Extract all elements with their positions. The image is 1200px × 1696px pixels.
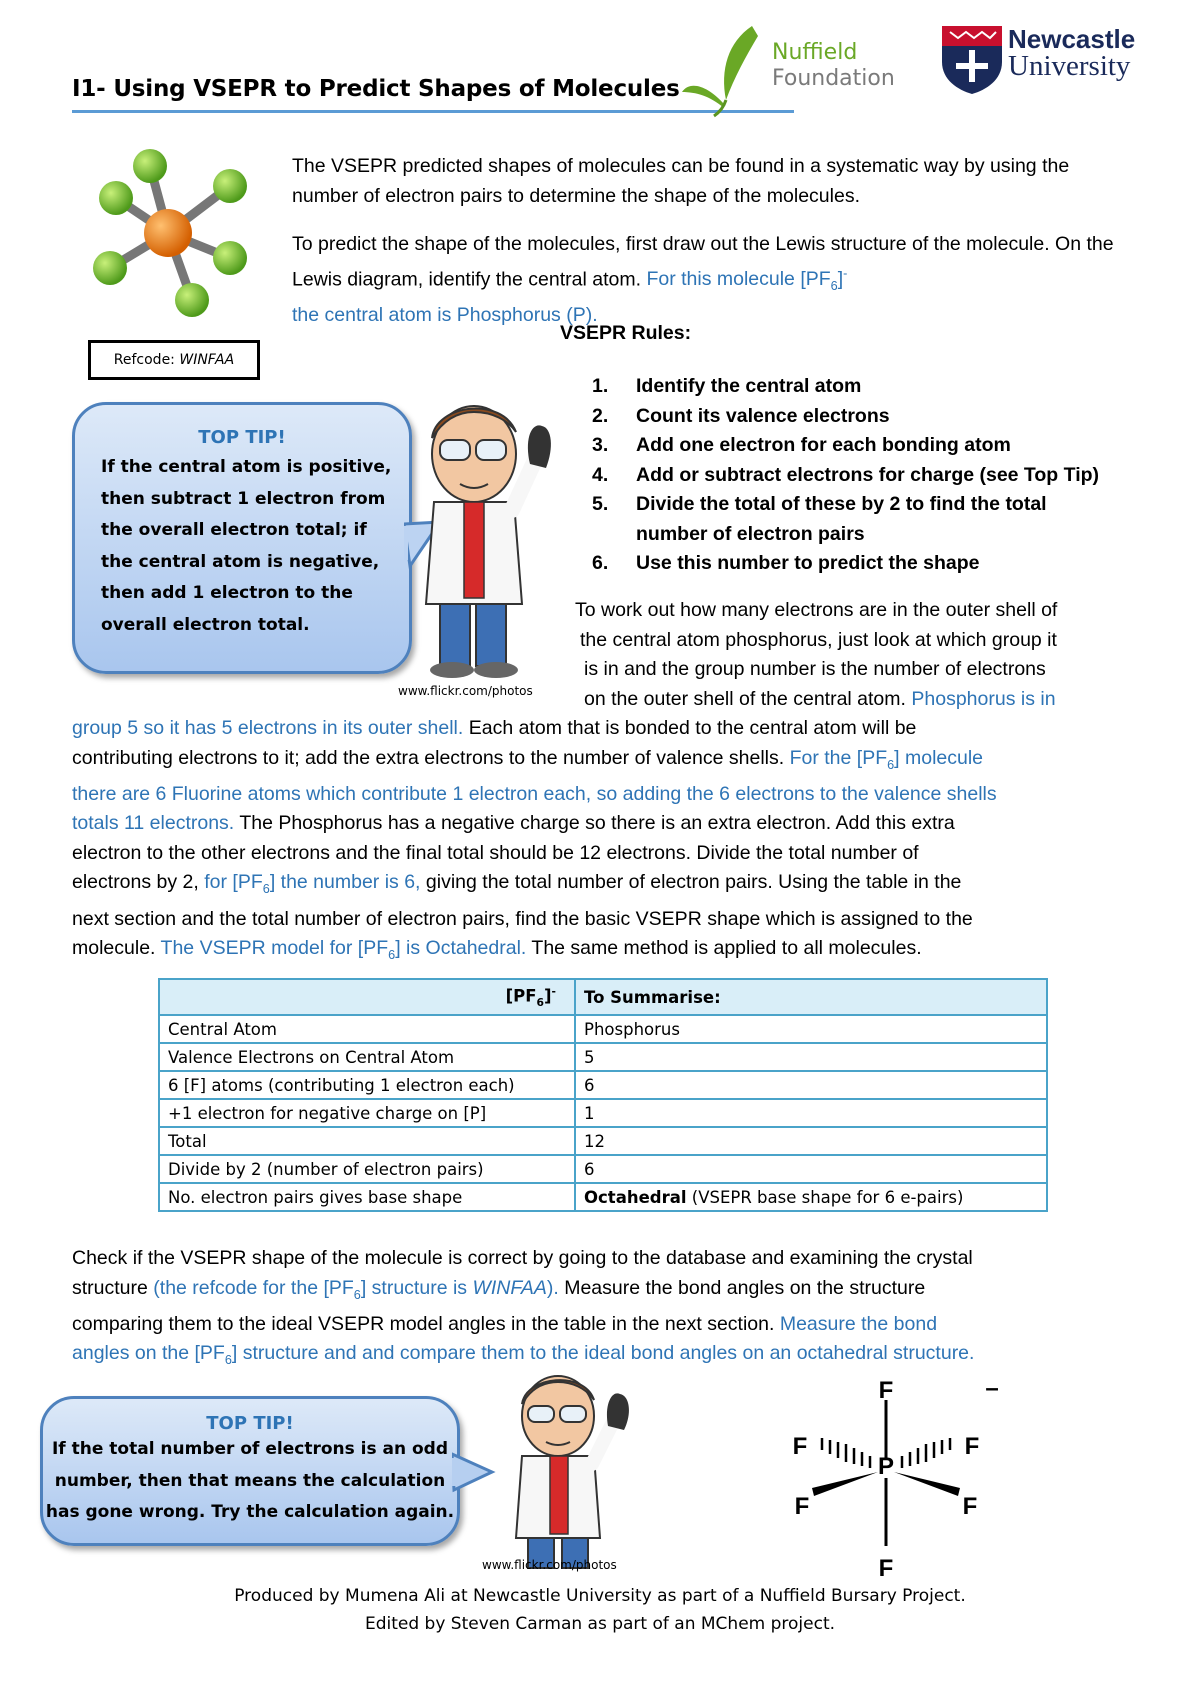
table-row: Total 12 [159,1127,1047,1155]
nuffield-subname: Foundation [772,66,895,91]
rule-item: 3. Add one electron for each bonding atom [592,434,1011,456]
rule-item: 6. Use this number to predict the shape [592,552,980,574]
intro-paragraph-1: The VSEPR predicted shapes of molecules can be found in a systematic way by using the number of electron pairs to determine the shape of the molecules. [292,155,1070,207]
rules-heading: VSEPR Rules: [560,322,692,344]
explanation-paragraph: To work out how many electrons are in the outer shell of the central atom phosphorus, just look at which group it is in and the group number is the number of electrons on the outer shell of the central atom. Phosphorus is in group 5 so it has 5 electrons in its outer shell. Each atom that is bonded to the central atom will be contributing electrons to it; add the extra electrons to the number of valence shells. For the $[PF_6]$ molecule there are 6 Fluorine atoms which contribute 1 electron each, so adding the 6 electrons to the valence shells totals 11 electrons. The Phosphorus has a negative charge so there is an extra electron. Add this extra electron to the other electrons and the final total should be 12 electrons. Divide the total number of electrons by 2, for $[PF_6]$ the number is 6, giving the total number of electron pairs. Using the table in the next section and the total number of electron pairs, find the basic VSEPR shape which is assigned to the molecule. The VSEPR model for $[PF_6]$ is Octahedral. The same method is applied to all molecules. [72,599,1058,963]
footer-line-2: Edited by Steven Carman as part of an MChem project. [364,1614,836,1634]
table-header-summary: To Summarise: [575,979,1047,1015]
table-row: Valence Electrons on Central Atom 5 [159,1043,1047,1071]
table-header-row [159,979,1047,1015]
central-atom-label: P [877,1453,895,1480]
rule-item: 1. Identify the central atom [592,375,862,397]
ligand-label: F [878,1377,894,1404]
footer [0,1582,1200,1638]
top-tip-title: TOP TIP! [206,1413,294,1434]
intro-p2-highlight: For this molecule $[PF_6]^-$ the central atom is Phosphorus (P). [292,266,848,327]
rule-item: 4. Add or subtract electrons for charge (see Top Tip) [592,463,1100,486]
image-credit: www.flickr.com/photos [398,684,533,698]
pf6-ball-model-image [88,148,258,318]
rule-item: 2. Count its valence electrons [592,404,890,427]
top-tip-text: If the central atom is positive, then subtract 1 electron from the overall electron total; if the central atom is negative, then add 1 electron to the overall electron total. [101,457,392,635]
ligand-label: F [878,1555,894,1578]
table-row: 6 [F] atoms (contributing 1 electron each) 6 [159,1071,1047,1099]
newcastle-name: Newcastle [1008,24,1136,54]
summary-table [158,978,1048,1212]
ligand-label: F [964,1433,980,1460]
refcode-box [88,340,260,380]
table-row: Central Atom Phosphorus [159,1015,1047,1043]
table-row: No. electron pairs gives base shape Octahedral (VSEPR base shape for 6 e-pairs) [159,1183,1047,1211]
top-tip-bubble-2 [40,1396,460,1546]
refcode-value: WINFAA [179,352,235,368]
image-credit: www.flickr.com/photos [482,1558,617,1572]
newcastle-logo [940,24,1140,94]
charge-label: – [985,1375,999,1402]
scientist-cartoon-image [500,1370,650,1570]
check-paragraph: Check if the VSEPR shape of the molecule is correct by going to the database and examining the crystal structure (the refcode for the $[PF_6]$ structure is WINFAA). Measure the bond angles on the structure comparing them to the ideal VSEPR model angles in the table in the next section. Measure the bond angles on the $[PF_6]$ structure and and compare them to the ideal bond angles on an octahedral structure. [72,1247,975,1368]
top-tip-title: TOP TIP! [198,427,286,448]
top-tip-text: If the total number of electrons is an odd number, then that means the calculation has gone wrong. Try the calculation again. [45,1439,455,1522]
page-title: I1- Using VSEPR to Predict Shapes of Molecules [72,76,680,102]
intro-paragraph-2 [292,230,1132,331]
ligand-label: F [792,1433,808,1460]
table-row: +1 electron for negative charge on [P] 1 [159,1099,1047,1127]
speech-tail-icon [452,1450,496,1506]
newcastle-subname: University [1008,50,1131,82]
pf6-lewis-structure [786,1374,1016,1578]
nuffield-logo [680,22,905,118]
rule-item: 5. Divide the total of these by 2 to find the total number of electron pairs [592,493,1047,545]
nuffield-name: Nuffield [772,40,858,65]
nuffield-leaf-icon [680,22,770,118]
ligand-label: F [962,1493,978,1520]
table-header-molecule: $[PF_6]^-$ [159,979,575,1015]
newcastle-crest-icon [940,24,1004,96]
table-row: Divide by 2 (number of electron pairs) 6 [159,1155,1047,1183]
footer-line-1: Produced by Mumena Ali at Newcastle University as part of a Nuffield Bursary Project. [234,1586,966,1606]
refcode-label: Refcode: [113,352,180,368]
ligand-label: F [794,1493,810,1520]
rules-list [592,372,1176,579]
intro-p2-text: To predict the shape of the molecules, first draw out the Lewis structure of the molecule. On the Lewis diagram, identify the central atom. [292,233,1114,290]
